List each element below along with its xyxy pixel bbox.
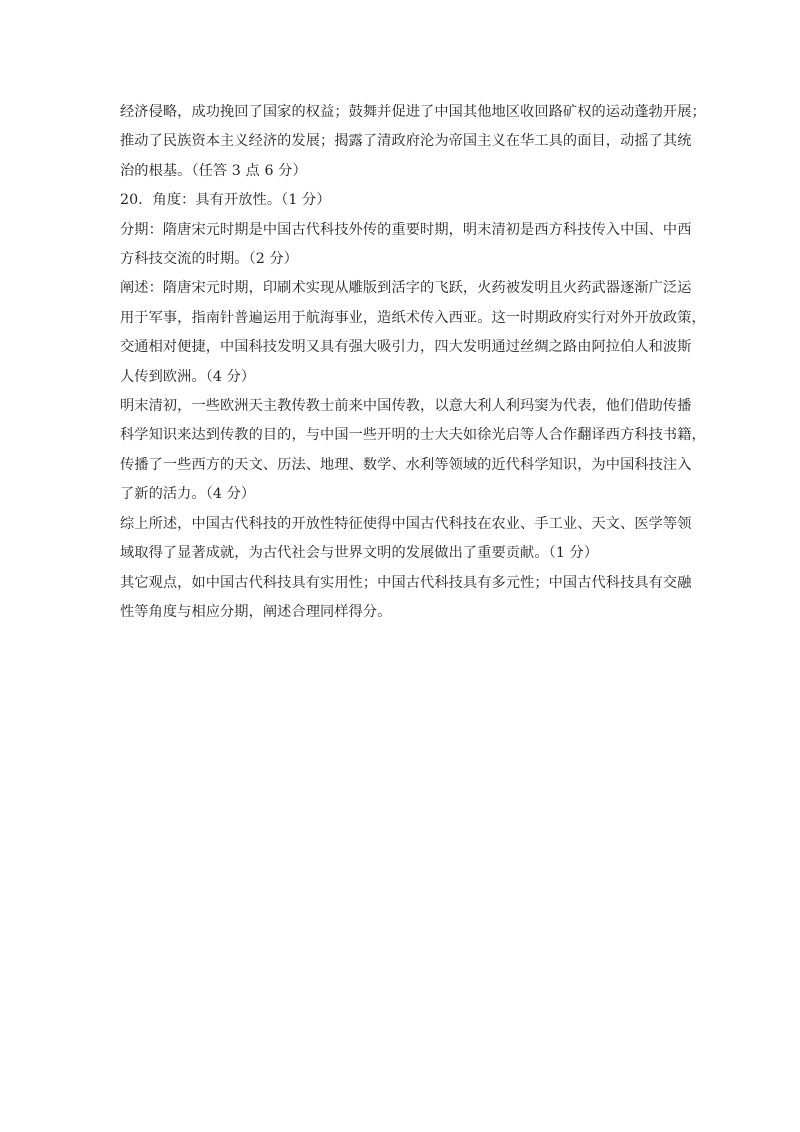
question-20-angle: 20．角度：具有开放性。（1 分） [120,192,331,209]
text-line: 经济侵略，成功挽回了国家的权益；鼓舞并促进了中国其他地区收回路矿权的运动蓬勃开展； [120,104,706,120]
text-line: 方科技交流的时期。（2 分） [120,251,299,268]
text-line: 科学知识来达到传教的目的，与中国一些开明的士大夫如徐光启等人合作翻译西方科技书籍， [120,427,706,444]
text-line: 阐述：隋唐宋元时期，印刷术实现从雕版到活字的飞跃，火药被发明且火药武器逐渐广泛运 [120,280,692,297]
text-line: 推动了民族资本主义经济的发展；揭露了清政府沦为帝国主义在华工具的面目，动摇了其统 [120,133,692,150]
text-line: 其它观点，如中国古代科技具有实用性；中国古代科技具有多元性；中国古代科技具有交融 [120,574,692,591]
text-line: 治的根基。（任答 3 点 6 分） [120,162,307,179]
text-line: 性等角度与相应分期，阐述合理同样得分。 [120,603,392,620]
text-line: 了新的活力。（4 分） [120,486,256,503]
answer-text-block [120,98,706,627]
text-line: 明末清初，一些欧洲天主教传教士前来中国传教，以意大利人利玛窦为代表，他们借助传播 [120,398,692,415]
text-line: 交通相对便捷，中国科技发明又具有强大吸引力，四大发明通过丝绸之路由阿拉伯人和波斯 [120,339,692,356]
text-line: 人传到欧洲。（4 分） [120,368,256,385]
text-line: 综上所述，中国古代科技的开放性特征使得中国古代科技在农业、手工业、天文、医学等领 [120,515,692,532]
text-line: 分期：隋唐宋元时期是中国古代科技外传的重要时期，明末清初是西方科技传入中国、中西 [120,221,692,238]
text-line: 域取得了显著成就，为古代社会与世界文明的发展做出了重要贡献。（1 分） [120,545,599,562]
text-line: 用于军事，指南针普遍运用于航海事业，造纸术传入西亚。这一时期政府实行对外开放政策， [120,309,706,326]
text-line: 传播了一些西方的天文、历法、地理、数学、水利等领域的近代科学知识，为中国科技注入 [120,456,692,473]
